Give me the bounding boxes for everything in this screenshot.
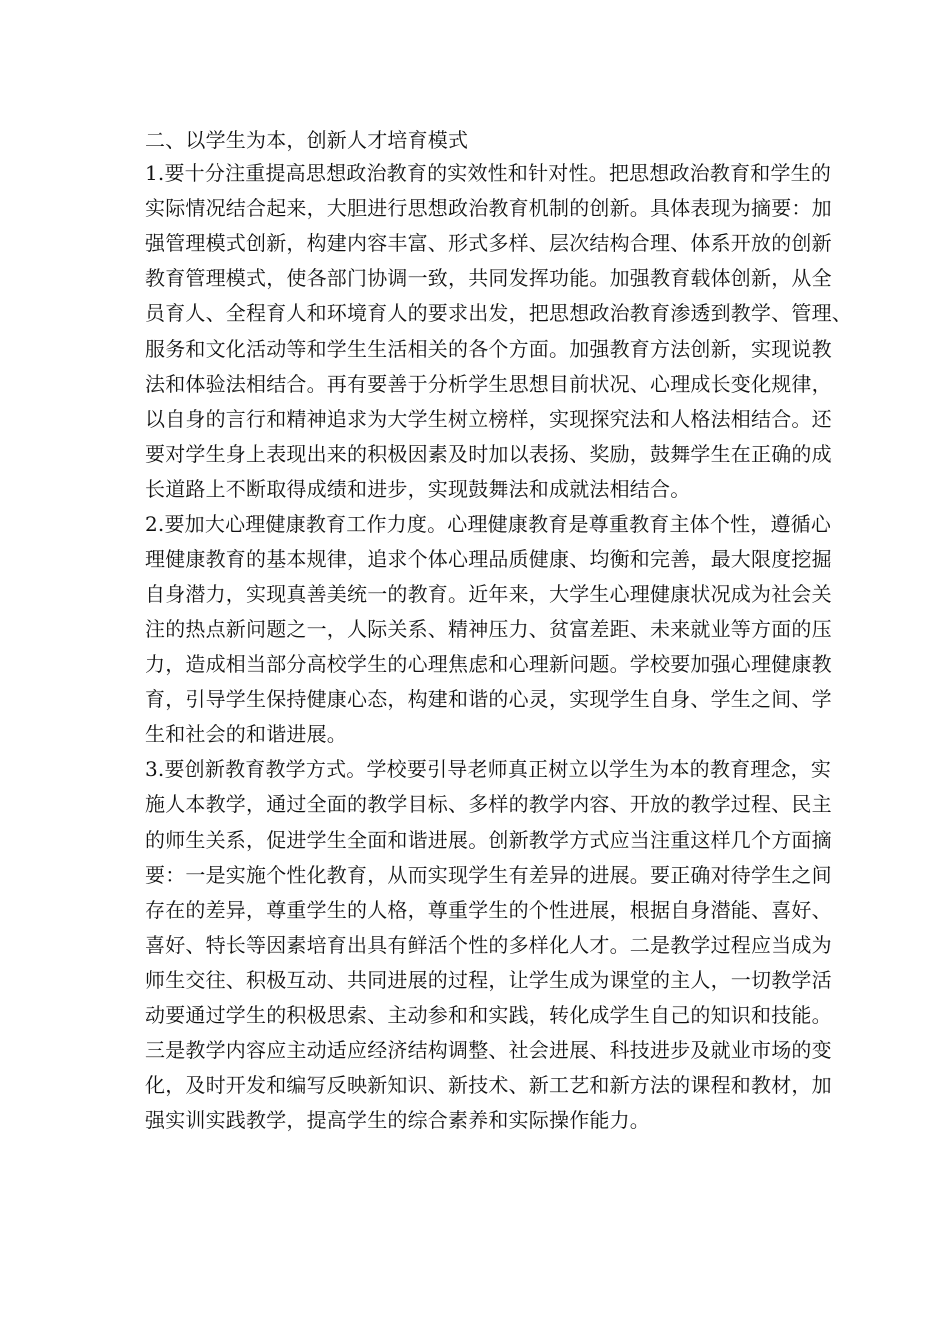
text-line: 注的热点新问题之一，人际关系、精神压力、贫富差距、未来就业等方面的压 (145, 617, 832, 641)
text-line: 服务和文化活动等和学生生活相关的各个方面。加强教育方法创新，实现说教 (145, 337, 832, 361)
text-line: 施人本教学，通过全面的教学目标、多样的教学内容、开放的教学过程、民主 (145, 792, 832, 816)
text-line: 化，及时开发和编写反映新知识、新技术、新工艺和新方法的课程和教材，加 (145, 1073, 832, 1097)
text-line: 动要通过学生的积极思索、主动参和和实践，转化成学生自己的知识和技能。 (145, 1003, 832, 1027)
text-line: 生和社会的和谐进展。 (145, 722, 347, 746)
text-line: 理健康教育的基本规律，追求个体心理品质健康、均衡和完善，最大限度挖掘 (145, 547, 832, 571)
text-line: 要对学生身上表现出来的积极因素及时加以表扬、奖励，鼓舞学生在正确的成 (145, 442, 832, 466)
text-line: 法和体验法相结合。再有要善于分析学生思想目前状况、心理成长变化规律， (145, 372, 832, 396)
text-line: 强实训实践教学，提高学生的综合素养和实际操作能力。 (145, 1108, 650, 1132)
text-line: 存在的差异，尊重学生的人格，尊重学生的个性进展，根据自身潜能、喜好、 (145, 898, 832, 922)
section-heading: 二、以学生为本，创新人才培育模式 (145, 128, 469, 152)
text-line: 喜好、特长等因素培育出具有鲜活个性的多样化人才。二是教学过程应当成为 (145, 933, 832, 957)
text-line: 强管理模式创新，构建内容丰富、形式多样、层次结构合理、体系开放的创新 (145, 231, 832, 255)
text-line: 力，造成相当部分高校学生的心理焦虑和心理新问题。学校要加强心理健康教 (145, 652, 832, 676)
text-line: 三是教学内容应主动适应经济结构调整、社会进展、科技进步及就业市场的变 (145, 1038, 832, 1062)
text-line: 1.要十分注重提高思想政治教育的实效性和针对性。把思想政治教育和学生的 (145, 161, 832, 185)
text-line: 自身潜力，实现真善美统一的教育。近年来，大学生心理健康状况成为社会关 (145, 582, 832, 606)
text-line: 育，引导学生保持健康心态，构建和谐的心灵，实现学生自身、学生之间、学 (145, 687, 832, 711)
text-line: 以自身的言行和精神追求为大学生树立榜样，实现探究法和人格法相结合。还 (145, 407, 832, 431)
text-line: 3.要创新教育教学方式。学校要引导老师真正树立以学生为本的教育理念，实 (145, 757, 832, 781)
text-line: 实际情况结合起来，大胆进行思想政治教育机制的创新。具体表现为摘要：加 (145, 196, 832, 220)
text-line: 的师生关系，促进学生全面和谐进展。创新教学方式应当注重这样几个方面摘 (145, 828, 832, 852)
text-line: 长道路上不断取得成绩和进步，实现鼓舞法和成就法相结合。 (145, 477, 691, 501)
text-line: 2.要加大心理健康教育工作力度。心理健康教育是尊重教育主体个性，遵循心 (145, 512, 832, 536)
text-line: 师生交往、积极互动、共同进展的过程，让学生成为课堂的主人，一切教学活 (145, 968, 832, 992)
text-line: 要：一是实施个性化教育，从而实现学生有差异的进展。要正确对待学生之间 (145, 863, 832, 887)
text-line: 教育管理模式，使各部门协调一致，共同发挥功能。加强教育载体创新，从全 (145, 266, 832, 290)
text-line: 员育人、全程育人和环境育人的要求出发，把思想政治教育渗透到教学、管理、 (145, 301, 852, 325)
